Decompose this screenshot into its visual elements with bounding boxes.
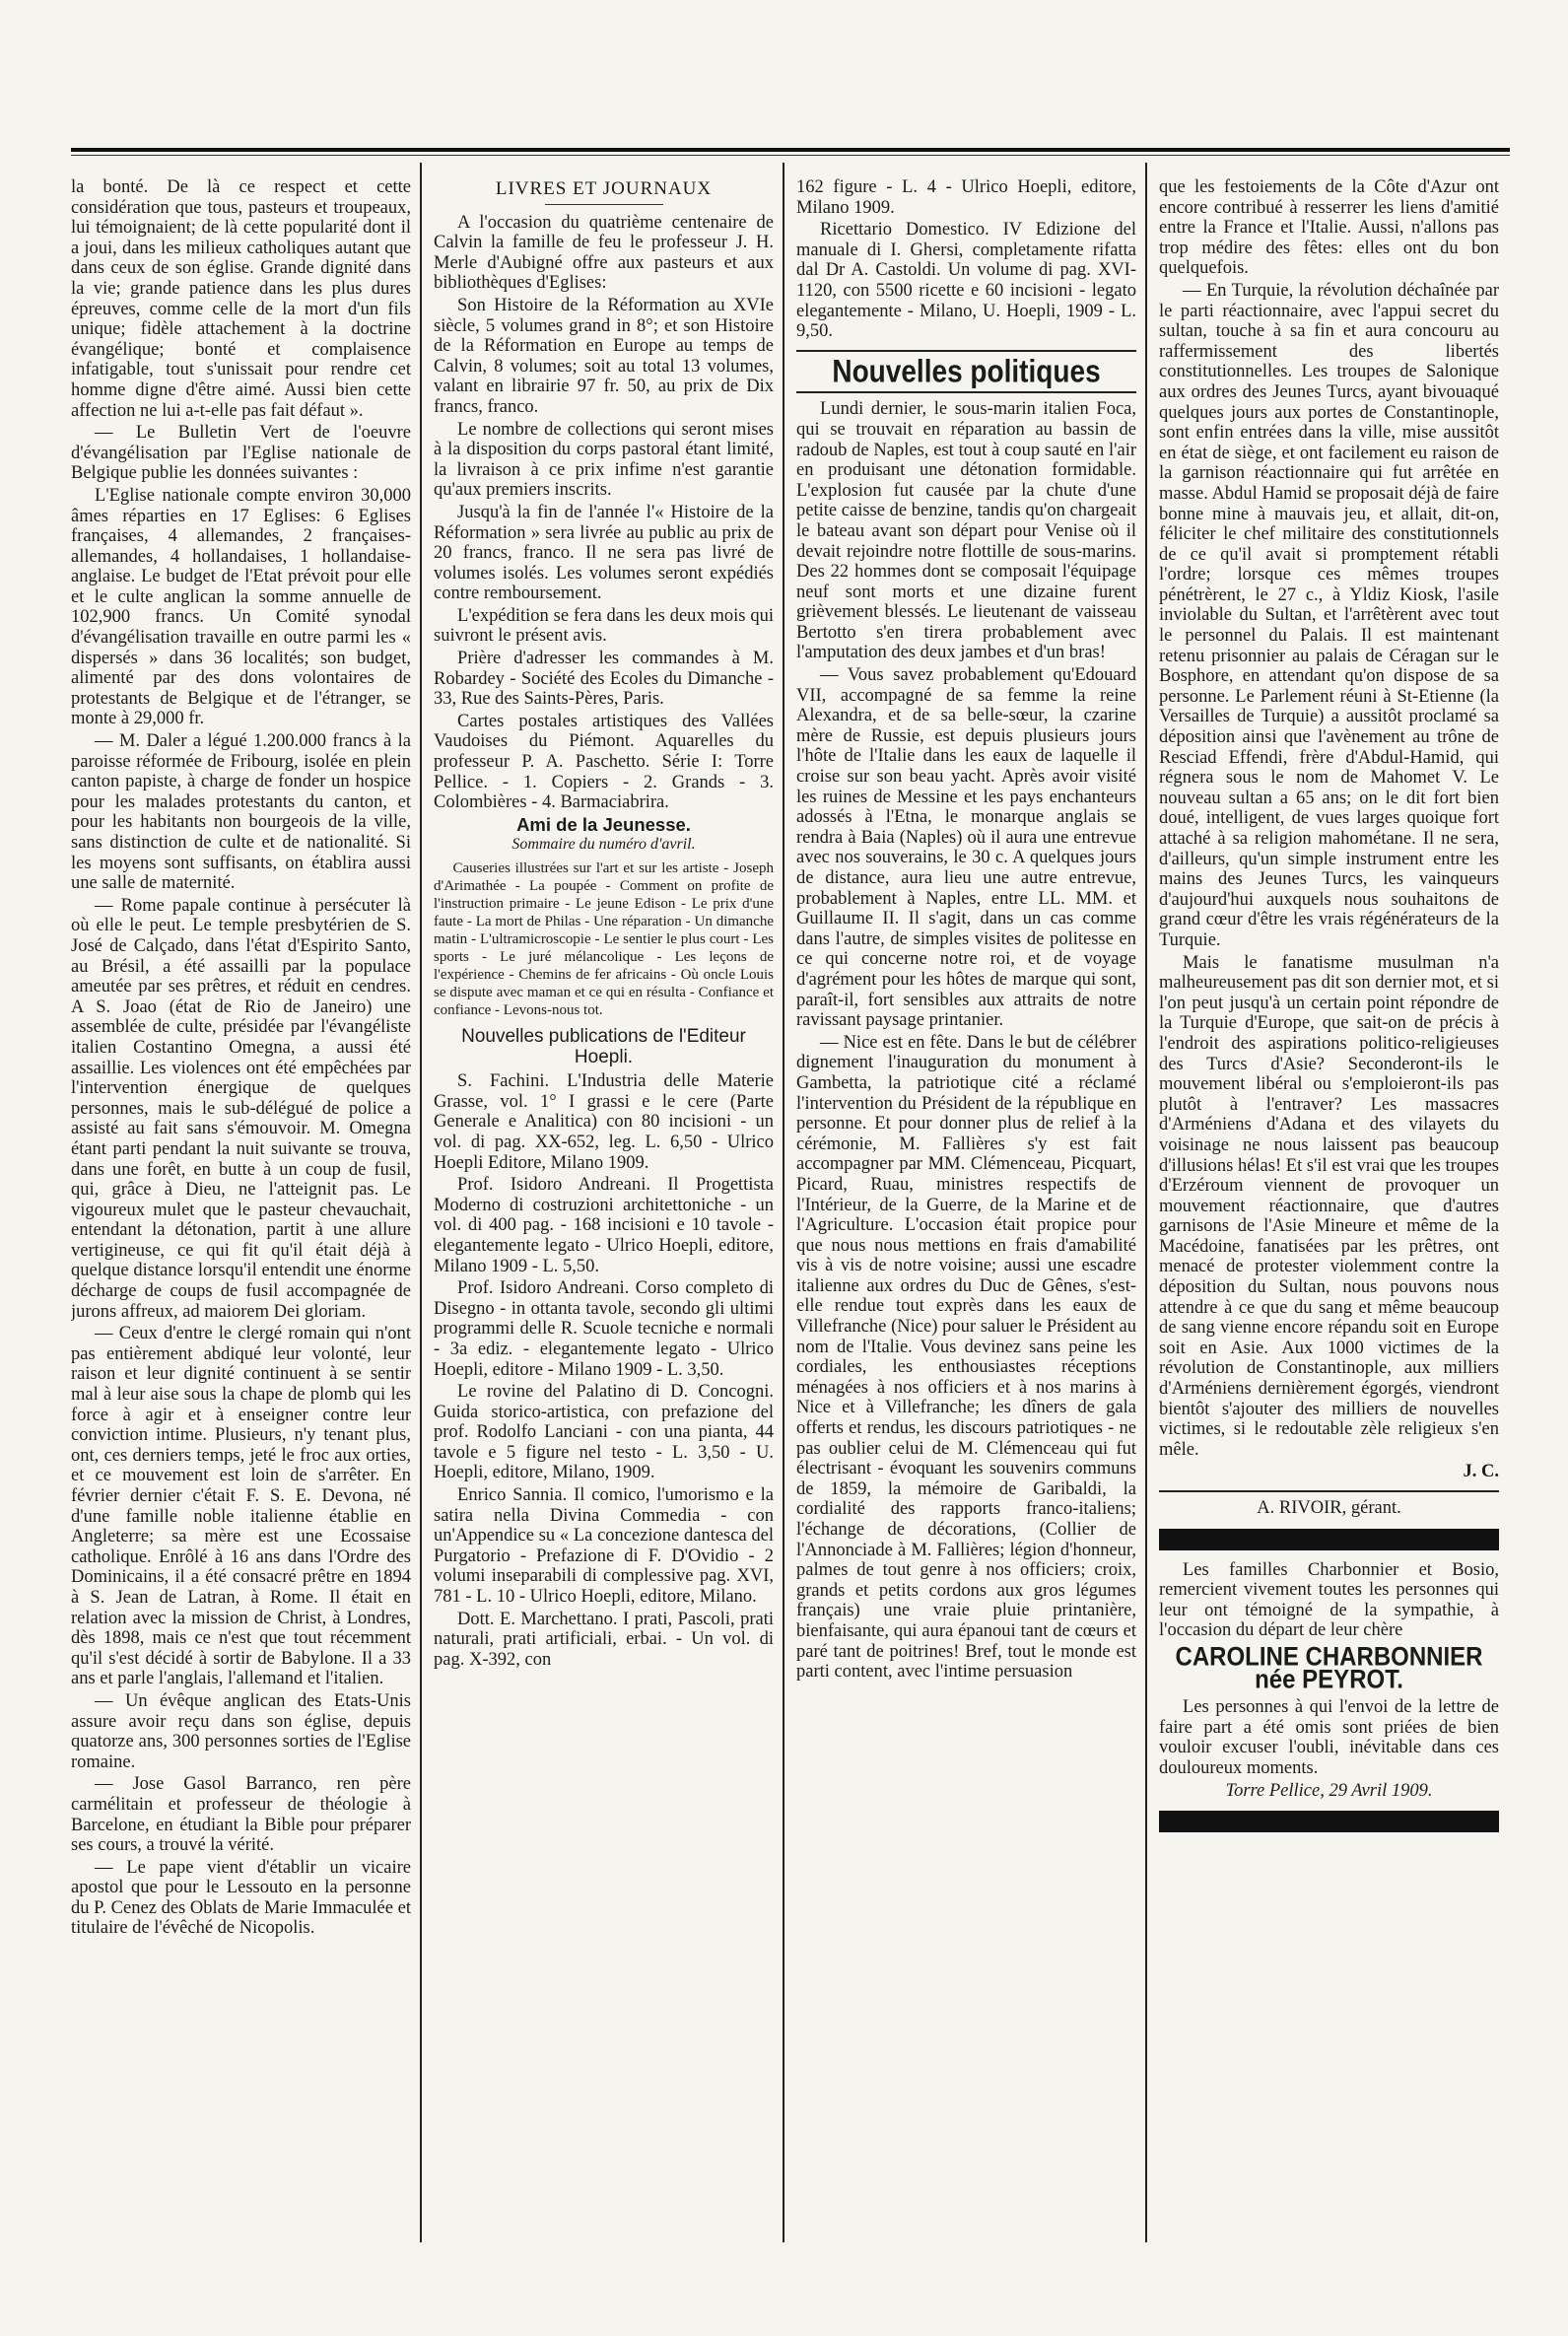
paragraph: — Le pape vient d'établir un vicaire apostol que pour le Lessouto en la personne du P. Cenez des Oblats de Marie Immaculée et titulaire de l'évêché de Nicopolis.	[71, 1857, 411, 1939]
gerant-line: A. RIVOIR, gérant.	[1257, 1498, 1401, 1518]
section-rule	[1159, 1490, 1499, 1492]
column-3	[796, 177, 1136, 2247]
section-rule	[796, 350, 1136, 352]
paragraph: — Rome papale continue à persécuter là où elle le peut. Le temple presbytérien de S. José de Calçado, dans l'état d'Espirito Santo, au Brésil, a été assailli par la populace ameutée par ses prêtres, et réduit en cendres. A S. Joao (état de Rio de Janeiro) une assemblée de culte, présidée par l'évangéliste italien Costantino Omegna, a aussi été assaillie. Les violences ont été empêchées par l'intervention énergique de quelques personnes, mais le sub-délégué de police a assisté au fait sans s'émouvoir. M. Omegna étant parti pendant la nuit suivante se trouva, dans une forêt, en butte à un coup de fusil, qui, grâce à Dieu, ne l'atteignit pas. Le vigoureux mulet que le pasteur chevauchait, entendant la détonation, partit à une allure vertigineuse, ce qui fit qu'il était déjà à quelque distance lorsqu'il entendit une énorme décharge de coups de fusil accompagnée de jurons affreux, ad maiorem Dei gloriam.	[71, 895, 411, 1322]
paragraph: — En Turquie, la révolution déchaînée par le parti réactionnaire, avec l'appui secret du sultan, touche à sa fin et aura concouru au raffermissement des libertés constitutionnelles. Les troupes de Salonique aux ordres des Jeunes Turcs, ayant bivouaqué quelques jours aux portes de Constantinople, sont enfin entrées dans la ville, mise aussitôt en état de siège, et ont facilement eu raison de la garnison réactionnaire qui fut arrêtée en masse. Abdul Hamid se proposait déjà de faire bonne mine à mauvais jeu, et allait, dit-on, féliciter le chef militaire des constitutionnels de ce qu'il avait si promptement rétabli l'ordre; lorsque ces mêmes troupes pénétrèrent, le 27 c., à Yldiz Kiosk, l'asile inviolable du Sultan, et l'arrêtèrent avec tout le personnel du Palais. Il est maintenant retenu prisonnier au palais de Céragan sur le Bosphore, en attendant qu'on dispose de sa personne. Le Parlement réuni à St-Etienne (la Versailles de Turquie) a aussitôt proclamé sa déposition ainsi que l'avènement au trône de Resciad Effendi, frère d'Abdul-Hamid, qui régnera sous le nom de Mahomet V. Le nouveau sultan a 65 ans; on le dit fort bien doué, intelligent, de vues larges quoique fort attaché à sa religion mahométane. Il ne sera, d'ailleurs, qu'un simple instrument entre les mains des Jeunes Turcs, les vainqueurs d'aujourd'hui auxquels nous souhaitons de grand cœur d'être les vrais régénérateurs de la Turquie.	[1159, 280, 1499, 950]
author-signature: J. C.	[1463, 1462, 1499, 1482]
column-separator	[1145, 163, 1147, 2242]
column-separator	[783, 163, 784, 2242]
column-1	[71, 177, 411, 2247]
paragraph: Cartes postales artistiques des Vallées Vaudoises du Piémont. Aquarelles du professeur P. A. Paschetto. Série I: Torre Pellice. - 1. Copiers - 2. Grands - 3. Colombières - 4. Barmaciabrira.	[434, 711, 774, 813]
paragraph: L'expédition se fera dans les deux mois qui suivront le présent avis.	[434, 605, 774, 647]
top-rule	[71, 148, 1510, 152]
heading-rule	[545, 204, 663, 205]
paragraph: Ricettario Domestico. IV Edizione del manuale di I. Ghersi, completamente rifatta dal Dr A. Castoldi. Un volume di pag. XVI-1120, con 5500 ricette e 60 incisioni - legato elegantemente - Milano, U. Hoepli, 1909 - L. 9,50.	[796, 220, 1136, 342]
black-bar	[1159, 1529, 1499, 1550]
paragraph: Jusqu'à la fin de l'année l'« Histoire de la Réformation » sera livrée au public au prix de 20 francs, franco. Il ne sera pas livré de volumes isolés. Les volumes seront expédiés contre remboursement.	[434, 502, 774, 604]
paragraph: S. Fachini. L'Industria delle Materie Grasse, vol. 1° I grassi e le cere (Parte Generale e Analitica) con 80 incisioni - un vol. di pag. XX-652, leg. L. 6,50 - Ulrico Hoepli Editore, Milano 1909.	[434, 1071, 774, 1173]
paragraph: — Le Bulletin Vert de l'oeuvre d'évangélisation par l'Eglise nationale de Belgique publie les données suivantes :	[71, 423, 411, 484]
paragraph: — Ceux d'entre le clergé romain qui n'ont pas entièrement abdiqué leur volonté, leur raison et leur dignité continuent à se sentir mal à leur aise sous la chape de plomb qui les force à agir et à enseigner contre leur conviction intime. Plusieurs, n'y tenant plus, ont, ces derniers temps, jeté le froc aux orties, et ce mouvement est loin de s'arrêter. En février dernier c'était F. S. E. Devona, né d'une famille noble italienne établie en Angleterre; sa mère est une Ecossaise catholique. Enrôlé à 16 ans dans l'Ordre des Dominicains, il a été consacré prêtre en 1894 à S. Jean de Latran, à Rome. Il était en relation avec la mission de Christ, à Londres, dès 1898, mais ce n'est que tout récemment qu'il s'est décidé à sortir de Babylone. Il a 33 ans et parle l'anglais, l'allemand et l'italien.	[71, 1324, 411, 1689]
paragraph: Les personnes à qui l'envoi de la lettre de faire part a été omis sont priées de bien vouloir excuser l'oubli, inévitable dans ces douloureux moments.	[1159, 1697, 1499, 1778]
paragraph: — Vous savez probablement qu'Edouard VII, accompagné de sa femme la reine Alexandra, et de sa belle-sœur, la czarine mère de Russie, est depuis plusieurs jours l'hôte de l'Italie dans les eaux de laquelle il croise sur son beau yacht. Après avoir visité les ruines de Messine et les pays enchanteurs adossés à l'Etna, le monarque anglais se rendra à Baia (Naples) où il aura une entrevue avec nos souverains, le 30 c. A quelques jours de distance, aura lieu une autre entrevue, probablement à Naples, entre LL. MM. et Guillaume II. Il s'agit, dans un cas comme dans l'autre, de simples visites de politesse en ce qui concerne notre roi, et de voyage d'agrément pour les hôtes de marque qui sont, paraît-il, fort sensibles aux attraits de notre ravissant paysage printanier.	[796, 665, 1136, 1031]
paragraph: Prof. Isidoro Andreani. Il Progettista Moderno di costruzioni architettoniche - un vol. di 400 pag. - 168 incisioni e 10 tavole - elegantemente legato - Ulrico Hoepli, editore, Milano 1909 - L. 5,50.	[434, 1175, 774, 1276]
column-2	[434, 177, 774, 2247]
paragraph: Causeries illustrées sur l'art et sur les artiste - Joseph d'Arimathée - La poupée - Comment on profite de l'instruction primaire - Le jeune Edison - Le prix d'une faute - La mort de Philas - Une réparation - Un dimanche matin - L'ultramicroscopie - Le sentier le plus court - Les sports - Le juré mélancolique - Les leçons de l'expérience - Chemins de fer africains - Où oncle Louis se dispute avec maman et ce qui en résulta - Confiance et confiance - Levons-nous tot.	[434, 860, 774, 1018]
paragraph: Les familles Charbonnier et Bosio, remercient vivement toutes les personnes qui leur ont témoigné de la sympathie, à l'occasion du départ de leur chère	[1159, 1559, 1499, 1641]
subsection-title: Nouvelles publications de l'Editeur Hoepli.	[461, 1026, 746, 1067]
paragraph: Dott. E. Marchettano. I prati, Pascoli, prati naturali, prati artificiali, erbai. - Un vol. di pag. X-392, con	[434, 1609, 774, 1670]
obituary-name: CAROLINE CHARBONNIER née PEYROT.	[1175, 1642, 1483, 1694]
black-bar	[1159, 1811, 1499, 1832]
paragraph: 162 figure - L. 4 - Ulrico Hoepli, editore, Milano 1909.	[796, 177, 1136, 218]
paragraph: Mais le fanatisme musulman n'a malheureusement pas dit son dernier mot, et si l'on peut jusqu'à un certain point répondre de la Turquie d'Europe, que sait-on de précis à l'endroit des aspirations politico-religieuses des Turcs d'Asie? Seconderont-ils le mouvement libéral ou s'emploieront-ils pas plutôt à l'entraver? Les massacres d'Arméniens d'Adana et des vilayets du voisinage ne nous laissent pas beaucoup d'illusions hélas! Et s'il est vrai que les troupes d'Erzéroum viennent de provoquer un mouvement réactionnaire, que d'autres garnisons de l'Asie Mineure et même de la Macédoine, fanatisées par les prêtres, ont menacé de protester violemment contre la déposition du Sultan, nous pouvons nous attendre à ce que du sang et même beaucoup de sang vienne encore répandu soit en Europe soit en Asie. Aux 1000 victimes de la révolution de Constantinople, aux milliers d'Arméniens dernièrement égorgés, viendront bientôt s'ajouter des milliers de nouvelles victimes, si le redoutable zèle religieux s'en mêle.	[1159, 952, 1499, 1460]
paragraph: Le rovine del Palatino di D. Concogni. Guida storico-artistica, con prefazione del prof. Rodolfo Lanciani - con una pianta, 44 tavole e 5 figure nel testo - L. 3,50 - U. Hoepli, editore, Milano, 1909.	[434, 1382, 774, 1483]
subsection-title: Ami de la Jeunesse.	[516, 813, 691, 835]
paragraph: A l'occasion du quatrième centenaire de Calvin la famille de feu le professeur J. H. Merle d'Aubigné offre aux pasteurs et aux bibliothèques d'Eglises:	[434, 212, 774, 294]
paragraph: Son Histoire de la Réformation au XVIe siècle, 5 volumes grand in 8°; et son Histoire de la Réformation en Europe au temps de Calvin, 8 volumes; soit au total 13 volumes, valant en librairie 97 fr. 50, au prix de Dix francs, franco.	[434, 295, 774, 417]
paragraph: L'Eglise nationale compte environ 30,000 âmes réparties en 17 Eglises: 6 Eglises françaises, 4 allemandes, 2 françaises-allemandes, 4 hollandaises, 1 hollandaise-anglaise. Le budget de l'Etat prévoit pour elle et le culte anglican la somme annuelle de 102,900 francs. Un Comité synodal d'évangélisation travaille en outre parmi les « dispersés » dans 36 localités; son budget, alimenté par des dons volontaires de protestants de Belgique et de l'étranger, se monte à 29,000 fr.	[71, 485, 411, 729]
paragraph: — M. Daler a légué 1.200.000 francs à la paroisse réformée de Fribourg, isolée en plein canton papiste, à charge de fonder un hospice pour les malades protestants du canton, et pour les habitants non bourgeois de la ville, sans distinction de culte et de nationalité. Si les moyens sont suffisants, on établira aussi une salle de maternité.	[71, 731, 411, 894]
place-date: Torre Pellice, 29 Avril 1909.	[1225, 1780, 1433, 1801]
section-heading: LIVRES ET JOURNAUX	[495, 178, 713, 199]
paragraph: Lundi dernier, le sous-marin italien Foca, qui se trouvait en réparation au bassin de radoub de Naples, est tout à coup sauté en l'air en produisant une détonation formidable. L'explosion fut causée par la chute d'une petite caisse de benzine, tandis qu'on chargeait le bateau avant son départ pour Venise où il devait rejoindre notre flottille de sous-marins. Des 22 hommes dont se composait l'équipage neuf sont morts et une dizaine furent grièvement blessés. Le lieutenant de vaisseau Bertotto s'en tirera probablement avec l'amputation des deux jambes et d'un bras!	[796, 399, 1136, 663]
section-rule	[796, 391, 1136, 393]
subsection-subtitle: Sommaire du numéro d'avril.	[511, 836, 696, 854]
paragraph: Le nombre de collections qui seront mises à la disposition du corps pastoral étant limité, la livraison à ce prix infime n'est garantie qu'aux premiers inscrits.	[434, 419, 774, 501]
section-title: Nouvelles politiques	[832, 353, 1101, 388]
paragraph: que les festoiements de la Côte d'Azur ont encore contribué à resserrer les liens d'amitié entre la France et l'Italie. Aussi, n'allons pas trop médire des fêtes: elles ont du bon quelquefois.	[1159, 177, 1499, 279]
paragraph: Prière d'adresser les commandes à M. Robardey - Société des Ecoles du Dimanche - 33, Rue des Saints-Pères, Paris.	[434, 649, 774, 710]
paragraph: la bonté. De là ce respect et cette considération que tous, pasteurs et troupeaux, lui témoignaient; de là cette popularité dont il a joui, dans les milieux catholiques autant que dans ceux de son église. Grande dignité dans la vie; grande patience dans les plus dures épreuves, comme celle de la mort d'un fils unique; fidèle attachement à la doctrine évangélique; bonté et complaisence infatigable, tout s'unissait pour rendre cet homme digne d'être aimé. Aussi bien cette affection ne lui a-t-elle pas fait défaut ».	[71, 177, 411, 421]
column-separator	[420, 163, 422, 2242]
paragraph: — Jose Gasol Barranco, ren père carmélitain et professeur de théologie à Barcelone, en étudiant la Bible pour préparer ses cours, a trouvé la vérité.	[71, 1774, 411, 1856]
top-rule-thin	[71, 155, 1510, 156]
column-4	[1159, 177, 1499, 2247]
paragraph: Enrico Sannia. Il comico, l'umorismo e la satira nella Divina Commedia - con un'Appendice su « La concezione dantesca del Purgatorio - Prefazione di F. D'Ovidio - 2 volumi inseparabili di complessive pag. XVI, 781 - L. 10 - Ulrico Hoepli, editore, Milano.	[434, 1485, 774, 1608]
paragraph: — Nice est en fête. Dans le but de célébrer dignement l'inauguration du monument à Gambetta, la patriotique cité a réclamé l'intervention du Président de la république en personne. Et pour donner plus de relief à la cérémonie, M. Fallières s'y est fait accompagner par MM. Clémenceau, Picquart, Picard, Ruau, ministres respectifs de l'Intérieur, de la Guerre, de la Marine et de l'Agriculture. L'occasion était propice pour que nous nous mettions en frais d'amabilité vis à vis de notre voisine; aussi une escadre italienne aux ordres du Duc de Gênes, s'est-elle rendue tout exprès dans les eaux de Villefranche (Nice) pour saluer le Président au nom de l'Italie. Vous devinez sans peine les cordiales, les enthousiastes réceptions ménagées à nos officiers et à nos marins à Nice et à Villefranche; les dîners de gala offerts et rendus, les discours patriotiques - ne pas oublier celui de M. Clémenceau qui fut électrisant - évoquant les souvenirs communs de 1859, la mémoire de Garibaldi, la cordialité des rapports franco-italiens; l'échange de décorations, (Collier de l'Annonciade à M. Fallières; légion d'honneur, palmes de tout genre à nos officiers; croix, grands et petits cordons aux gros légumes français) une vraie pluie printanière, bienfaisante, qui aura épanoui tant de cœurs et paré tant de poitrines! Bref, tout le monde est parti content, avec l'intime persuasion	[796, 1032, 1136, 1683]
paragraph: Prof. Isidoro Andreani. Corso completo di Disegno - in ottanta tavole, secondo gli ultimi programmi delle R. Scuole tecniche e normali - 3a ediz. - elegantemente legato - Ulrico Hoepli, editore - Milano 1909 - L. 3,50.	[434, 1278, 774, 1380]
paragraph: — Un évêque anglican des Etats-Unis assure avoir reçu dans son église, depuis quatorze ans, 300 personnes sorties de l'Eglise romaine.	[71, 1690, 411, 1772]
